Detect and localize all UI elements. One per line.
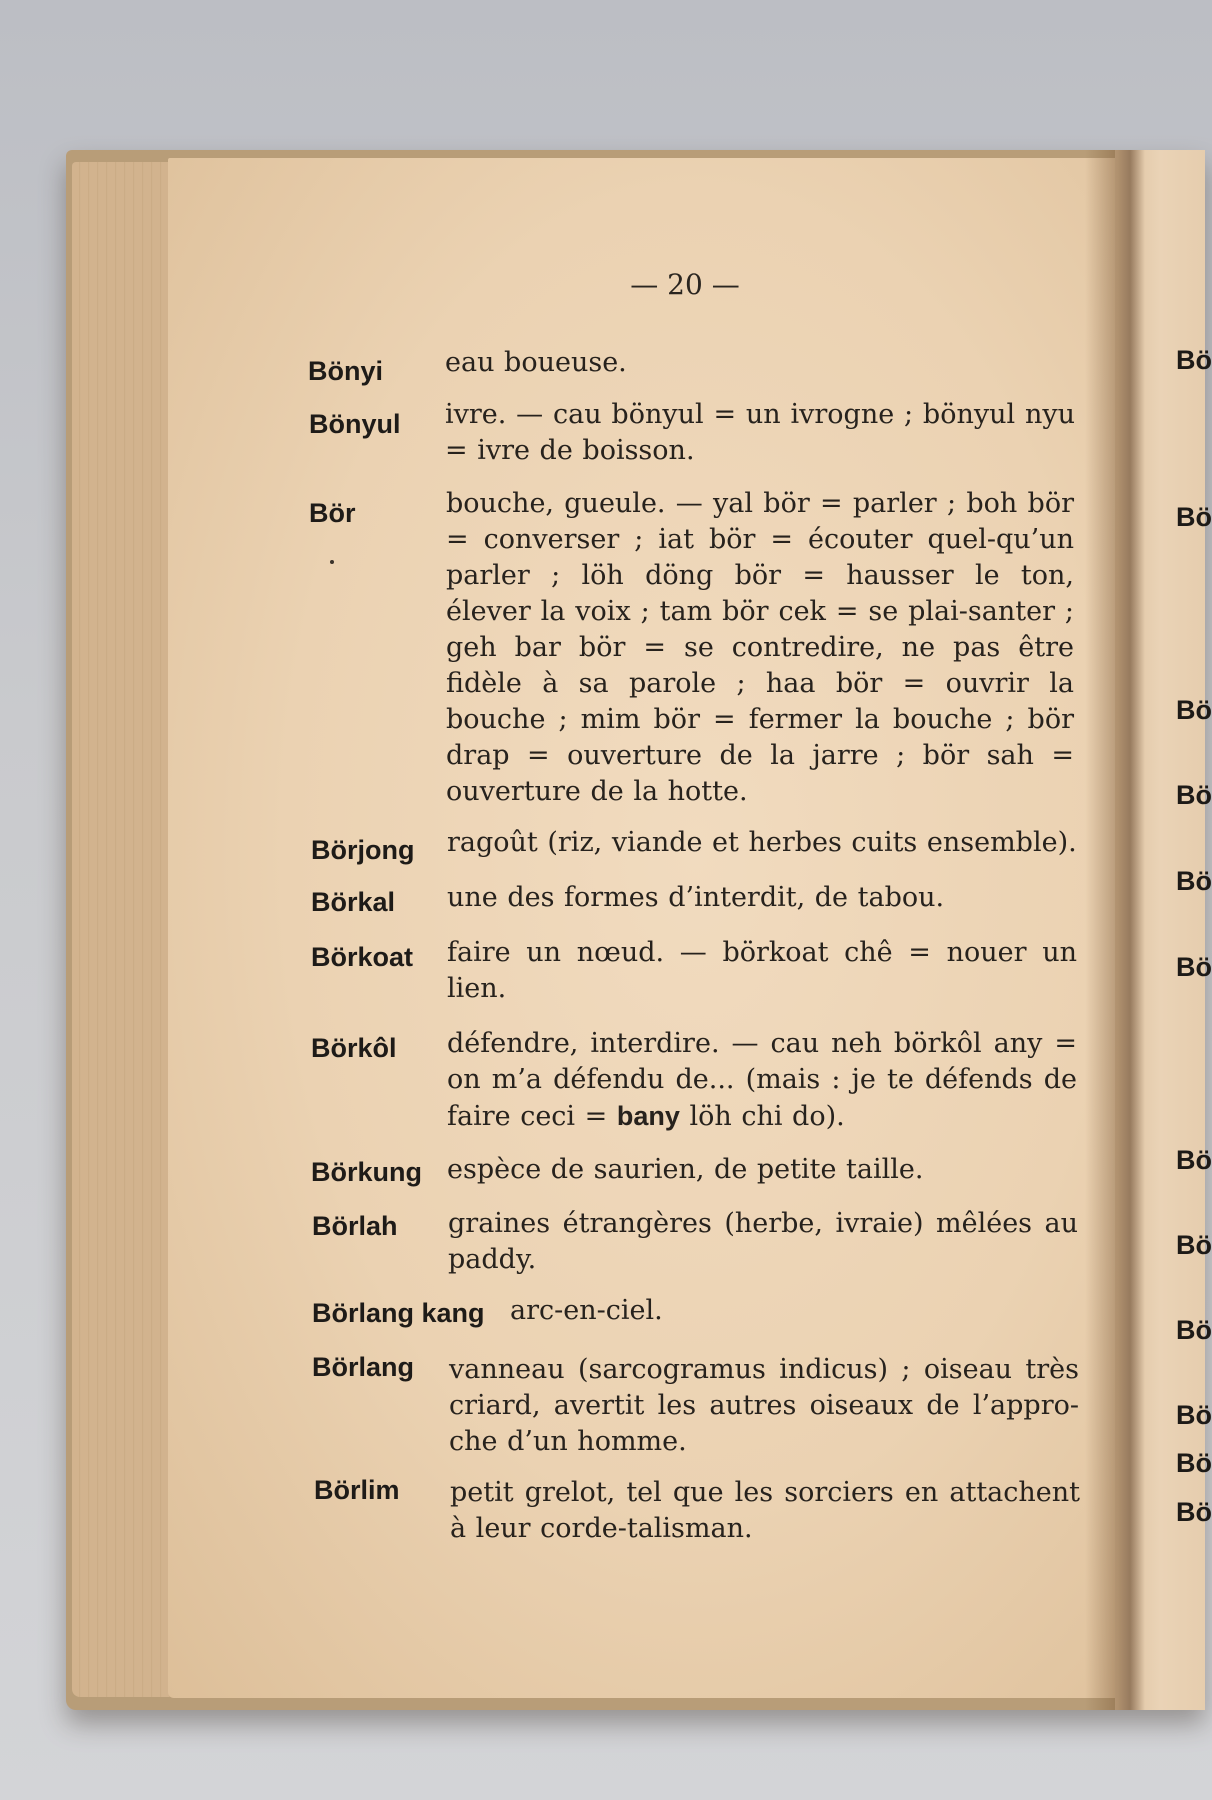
next-page-headword: Bö xyxy=(1176,1230,1212,1260)
definition: graines étrangères (herbe, ivraie) mêlées au paddy. xyxy=(448,1208,1078,1275)
headword: Börlang kang xyxy=(312,1298,485,1328)
definition: espèce de saurien, de petite taille. xyxy=(447,1154,924,1185)
definition-text: löh chi do). xyxy=(679,1101,845,1132)
definition: vanneau (sarcogramus indicus) ; oiseau très criard, avertit les autres oiseaux de l’appro-che d’un homme. xyxy=(449,1354,1079,1457)
headword: Bör xyxy=(309,498,356,528)
definition: arc-en-ciel. xyxy=(510,1295,663,1326)
ink-speck xyxy=(330,560,334,564)
next-page-headword: Bö xyxy=(1176,1315,1212,1345)
headword: Börlim xyxy=(314,1475,400,1505)
page-number: — 20 — xyxy=(630,268,740,301)
definition-text: défendre, interdire. — cau neh börkôl any = on m’a défendu de... (mais : je te défends de faire ceci = xyxy=(447,1028,1077,1132)
definition-bold-word: bany xyxy=(616,1101,680,1131)
definition: bouche, gueule. — yal bör = parler ; boh bör = converser ; iat bör = écouter quel-qu’un parler ; löh döng bör = hausser le ton, élever la voix ; tam bör cek = se plai-santer ; geh bar bör = se contredire, ne pas être fidèle à sa parole ; haa bör = ouvrir la bouche ; mim bör = fermer la bouche ; bör drap = ouverture de la jarre ; bör sah = ouverture de la hotte. xyxy=(446,488,1074,807)
left-page xyxy=(168,158,1128,1698)
definition: faire un nœud. — börkoat chê = nouer un lien. xyxy=(447,937,1077,1004)
next-page-headword: Bö xyxy=(1176,780,1212,810)
headword: Börkal xyxy=(311,887,396,917)
next-page-headword: Bö xyxy=(1176,502,1212,532)
next-page-headword: Bö xyxy=(1176,345,1212,375)
book-gutter-shadow xyxy=(1085,150,1145,1710)
definition: ragoût (riz, viande et herbes cuits ensemble). xyxy=(447,827,1077,858)
headword: Börkôl xyxy=(311,1033,397,1063)
next-page-headword: Bö xyxy=(1176,1497,1212,1527)
definition xyxy=(447,1026,1077,1135)
definition: eau boueuse. xyxy=(445,347,627,378)
next-page-headword: Bö xyxy=(1176,1448,1212,1478)
definition: ivre. — cau bönyul = un ivrogne ; bönyul nyu = ivre de boisson. xyxy=(445,399,1075,466)
headword: Börlah xyxy=(312,1211,398,1241)
next-page-headword: Bö xyxy=(1176,1400,1212,1430)
next-page-headword: Bö xyxy=(1176,695,1212,725)
page-stack-edges xyxy=(72,162,182,1697)
definition: petit grelot, tel que les sorciers en attachent à leur corde-talisman. xyxy=(450,1477,1080,1544)
headword: Börlang xyxy=(312,1352,415,1382)
definition: une des formes d’interdit, de tabou. xyxy=(447,882,945,913)
headword: Bönyi xyxy=(308,356,384,386)
next-page-headword: Bö xyxy=(1176,952,1212,982)
next-page-headword: Bö xyxy=(1176,866,1212,896)
next-page-headword: Bö xyxy=(1176,1145,1212,1175)
headword: Börkoat xyxy=(311,942,414,972)
headword: Börjong xyxy=(311,835,415,865)
headword: Bönyul xyxy=(309,409,401,439)
headword: Börkung xyxy=(311,1157,422,1187)
